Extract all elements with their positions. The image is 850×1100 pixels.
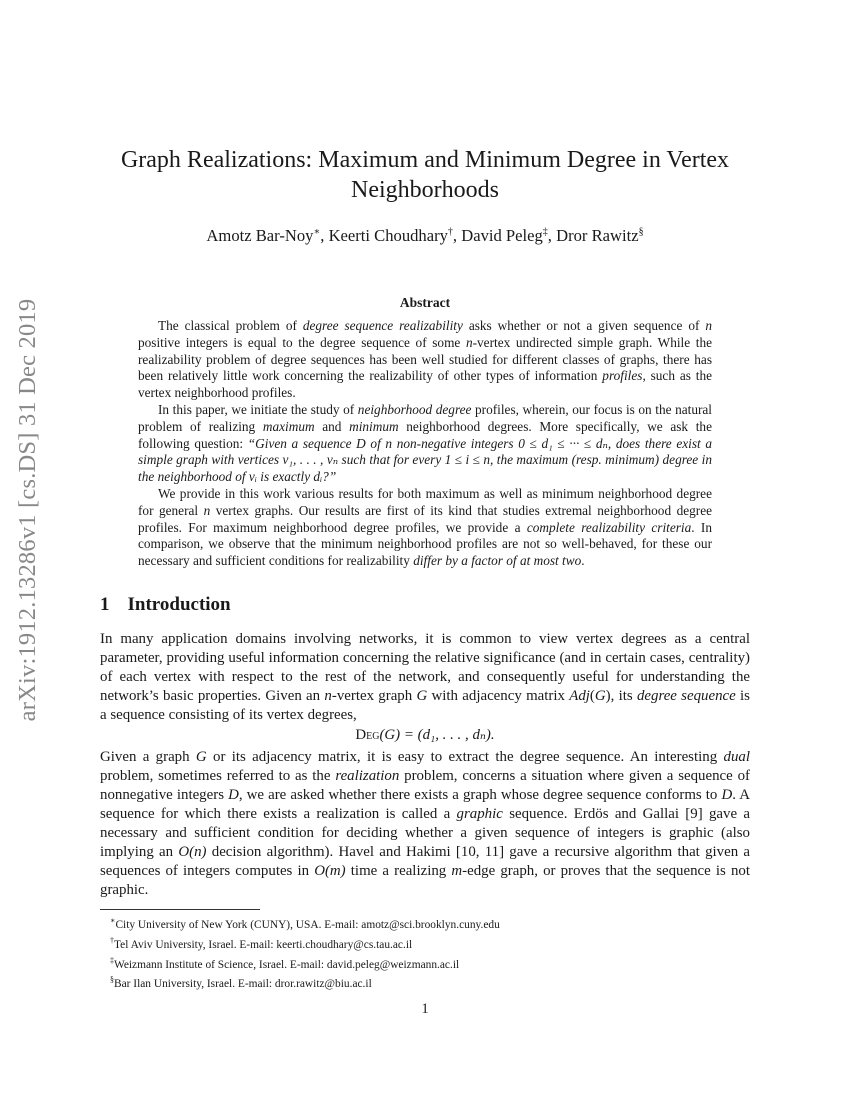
introduction-body (100, 630, 750, 900)
footnote-text[interactable]: Weizmann Institute of Science, Israel. E-mail: david.peleg@weizmann.ac.il (114, 958, 460, 971)
footnote (110, 953, 750, 973)
abstract-heading: Abstract (399, 295, 451, 310)
section-number: 1 (100, 594, 110, 615)
abstract-paragraph: The classical problem of degree sequence realizability asks whether or not a given sequence of n positive integers is equal to the degree sequence of some n-vertex undirected simple graph. While the realizability problem of degree sequences has been well studied for different classes of graphs, there has been relatively little work concerning the realizability of other types of information profiles, such as the vertex neighborhood profiles. (138, 318, 712, 401)
author-footnote-mark[interactable]: ‡ (542, 226, 548, 238)
author-footnote-mark[interactable]: ∗ (313, 226, 321, 238)
footnote (110, 913, 750, 933)
section-title: Introduction (127, 594, 231, 615)
footnote-divider (100, 909, 260, 910)
footnote-text[interactable]: Tel Aviv University, Israel. E-mail: keerti.choudhary@cs.tau.ac.il (114, 938, 413, 951)
footnote-mark: ∗ (110, 916, 116, 925)
footnote (110, 972, 750, 992)
author-footnote-mark[interactable]: † (447, 226, 453, 238)
body-paragraph: Given a graph G or its adjacency matrix, it is easy to extract the degree sequence. An interesting dual problem, sometimes referred to as the realization problem, concerns a situation where given a sequence of nonnegative integers D, we are asked whether there exists a graph whose degree sequence conforms to D. A sequence for which there exists a realization is called a graphic sequence. Erdös and Gallai [9] gave a necessary and sufficient condition for deciding whether a given sequence of integers is graphic (also implying an O(n) decision algorithm). Havel and Hakimi [10, 11] gave a recursive algorithm that given a sequences of integers computes in O(m) time a realizing m-edge graph, or proves that the sequence is not graphic. (100, 748, 751, 899)
author-footnote-mark[interactable]: § (638, 226, 644, 238)
body-paragraph: In many application domains involving networks, it is common to view vertex degrees as a central parameter, providing useful information concerning the relative significance (and in certain cases, centrality) of each vertex with respect to the rest of the network, and consequently useful for understanding the network’s basic properties. Given an n-vertex graph G with adjacency matrix Adj(G), its degree sequence is a sequence consisting of its vertex degrees, (100, 631, 750, 724)
abstract-paragraph: In this paper, we initiate the study of neighborhood degree profiles, wherein, our focus is on the natural problem of realizing maximum and minimum neighborhood degrees. More specifically, we ask the following question: “Given a sequence D of n non-negative integers 0 ≤ d₁ ≤ ··· ≤ dₙ, does there exist a simple graph with vertices v₁, . . . , vₙ such that for every 1 ≤ i ≤ n, the maximum (resp. minimum) degree in the neighborhood of vᵢ is exactly dᵢ?” (138, 401, 712, 485)
paper-title: Graph Realizations: Maximum and Minimum Degree in Vertex Neighborhoods (120, 147, 730, 203)
section-heading-introduction (100, 594, 231, 616)
author-name: David Peleg (461, 226, 543, 245)
arxiv-sidebar (0, 270, 56, 750)
footnote-mark: † (110, 935, 114, 945)
footnote-text[interactable]: City University of New York (CUNY), USA. E-mail: amotz@sci.brooklyn.cuny.edu (115, 918, 500, 931)
arxiv-identifier[interactable]: arXiv:1912.13286v1 [cs.DS] 31 Dec 2019 (14, 298, 41, 722)
author-name: Amotz Bar-Noy (206, 226, 314, 245)
footnote (110, 933, 750, 953)
page-number: 1 (421, 1001, 429, 1017)
footnote-mark: ‡ (110, 955, 114, 965)
author-name: Keerti Choudhary (328, 226, 448, 245)
research-question: “Given a sequence D of n non-negative integers 0 ≤ d₁ ≤ ··· ≤ dₙ, does there exist a simple graph with vertices v₁, . . . , vₙ such that for every 1 ≤ i ≤ n, the maximum (resp. minimum) degree in the neighborhood of vᵢ is exactly dᵢ?” (138, 435, 712, 485)
author-list: Amotz Bar-Noy∗, Keerti Choudhary†, David Peleg‡, Dror Rawitz§ (206, 226, 644, 245)
footnotes (110, 913, 750, 992)
degree-sequence-equation: Deg(G) = (d₁, . . . , dₙ). (355, 727, 495, 744)
author-name: Dror Rawitz (556, 226, 639, 245)
footnote-text[interactable]: Bar Ilan University, Israel. E-mail: dror.rawitz@biu.ac.il (114, 978, 372, 991)
footnote-mark: § (110, 975, 114, 985)
abstract-paragraph: We provide in this work various results for both maximum as well as minimum neighborhood degree for general n vertex graphs. Our results are first of its kind that studies extremal neighborhood degree profiles. For maximum neighborhood degree profiles, we provide a complete realizability criteria. In comparison, we observe that the minimum neighborhood profiles are not so well-behaved, for these our necessary and sufficient conditions for realizability differ by a factor of at most two. (138, 485, 713, 569)
abstract-body (138, 318, 712, 570)
